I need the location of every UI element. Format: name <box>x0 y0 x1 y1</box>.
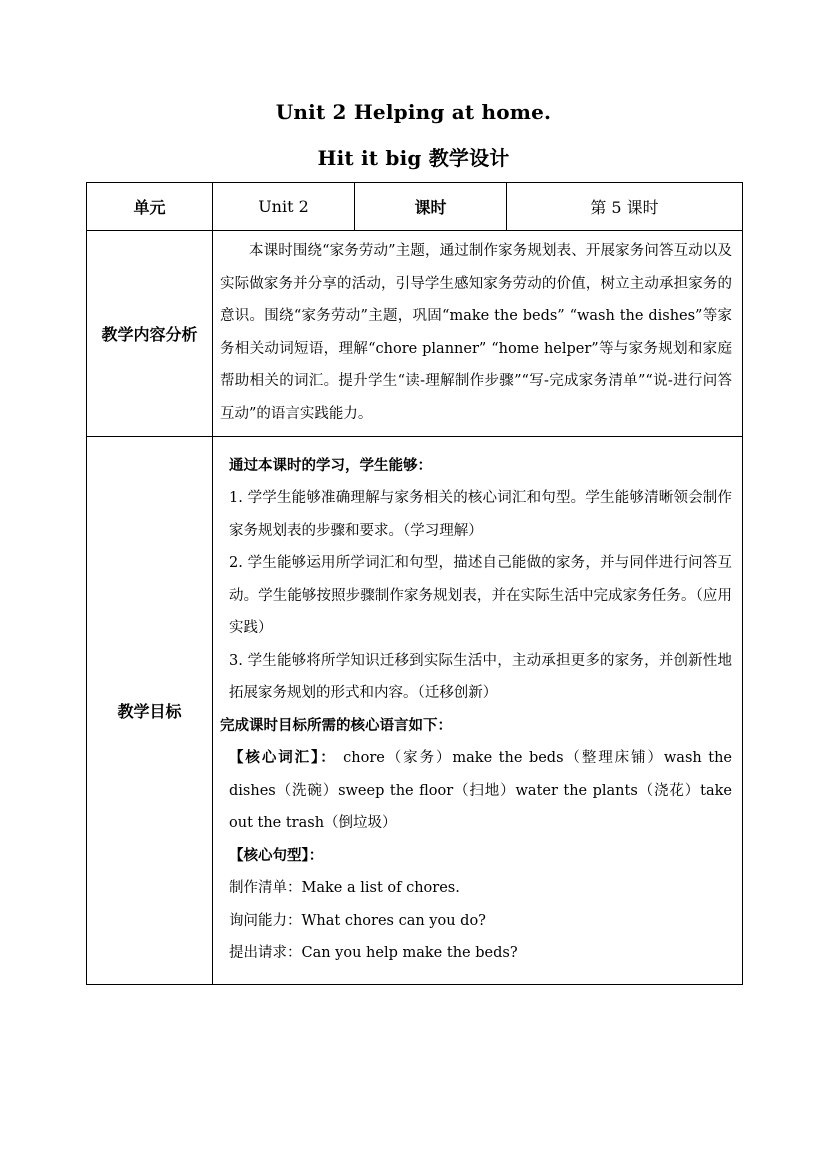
document-subtitle: Hit it big 教学设计 <box>317 146 510 170</box>
unit-label: 单元 <box>87 183 213 231</box>
sentence-1: 制作清单：Make a list of chores. <box>229 880 460 896</box>
objective-item-1: 1. 学学生能够准确理解与家务相关的核心词汇和句型。学生能够清晰领会制作家务规划表的步骤和要求。（学习理解） <box>229 490 732 539</box>
objective-item-2: 2. 学生能够运用所学词汇和句型，描述自己能做的家务，并与同伴进行问答互动。学生能够按照步骤制作家务规划表，并在实际生活中完成家务任务。（应用实践） <box>229 555 732 636</box>
document-title: Unit 2 Helping at home. <box>275 100 552 124</box>
unit-value: Unit 2 <box>213 183 355 231</box>
objectives-label: 教学目标 <box>87 437 213 985</box>
sentence-3: 提出请求：Can you help make the beds? <box>229 945 518 961</box>
vocab-text: chore（家务）make the beds（整理床铺）wash the dishes（洗碗）sweep the floor（扫地）water the plants（浇花）take out the trash（倒垃圾） <box>229 750 732 831</box>
analysis-text: 本课时围绕“家务劳动”主题，通过制作家务规划表、开展家务问答互动以及实际做家务并分享的活动，引导学生感知家务劳动的价值，树立主动承担家务的意识。围绕“家务劳动”主题，巩固“make the beds” “wash the dishes”等家务相关动词短语，理解“chore planner” “home helper”等与家务规划和家庭帮助相关的词汇。提升学生“读-理解制作步骤”“写-完成家务清单”“说-进行问答互动”的语言实践能力。 <box>220 243 732 422</box>
objective-item-3: 3. 学生能够将所学知识迁移到实际生活中，主动承担更多的家务，并创新性地拓展家务规划的形式和内容。（迁移创新） <box>229 652 732 701</box>
core-vocabulary <box>220 742 732 840</box>
analysis-label: 教学内容分析 <box>87 231 213 437</box>
objectives-cell <box>213 437 743 985</box>
period-label: 课时 <box>355 183 507 231</box>
analysis-cell <box>213 231 743 437</box>
header-row <box>87 183 743 231</box>
objectives-row <box>87 437 743 985</box>
vocab-label: 【核心词汇】： <box>229 749 337 766</box>
core-language-heading: 完成课时目标所需的核心语言如下： <box>220 716 452 734</box>
sentence-label: 【核心句型】： <box>229 846 324 864</box>
objectives-intro: 通过本课时的学习，学生能够： <box>229 456 432 474</box>
analysis-row <box>87 231 743 437</box>
sentence-2: 询问能力：What chores can you do? <box>229 912 486 929</box>
lesson-plan-table <box>86 182 743 985</box>
period-value: 第 5 课时 <box>507 183 743 231</box>
